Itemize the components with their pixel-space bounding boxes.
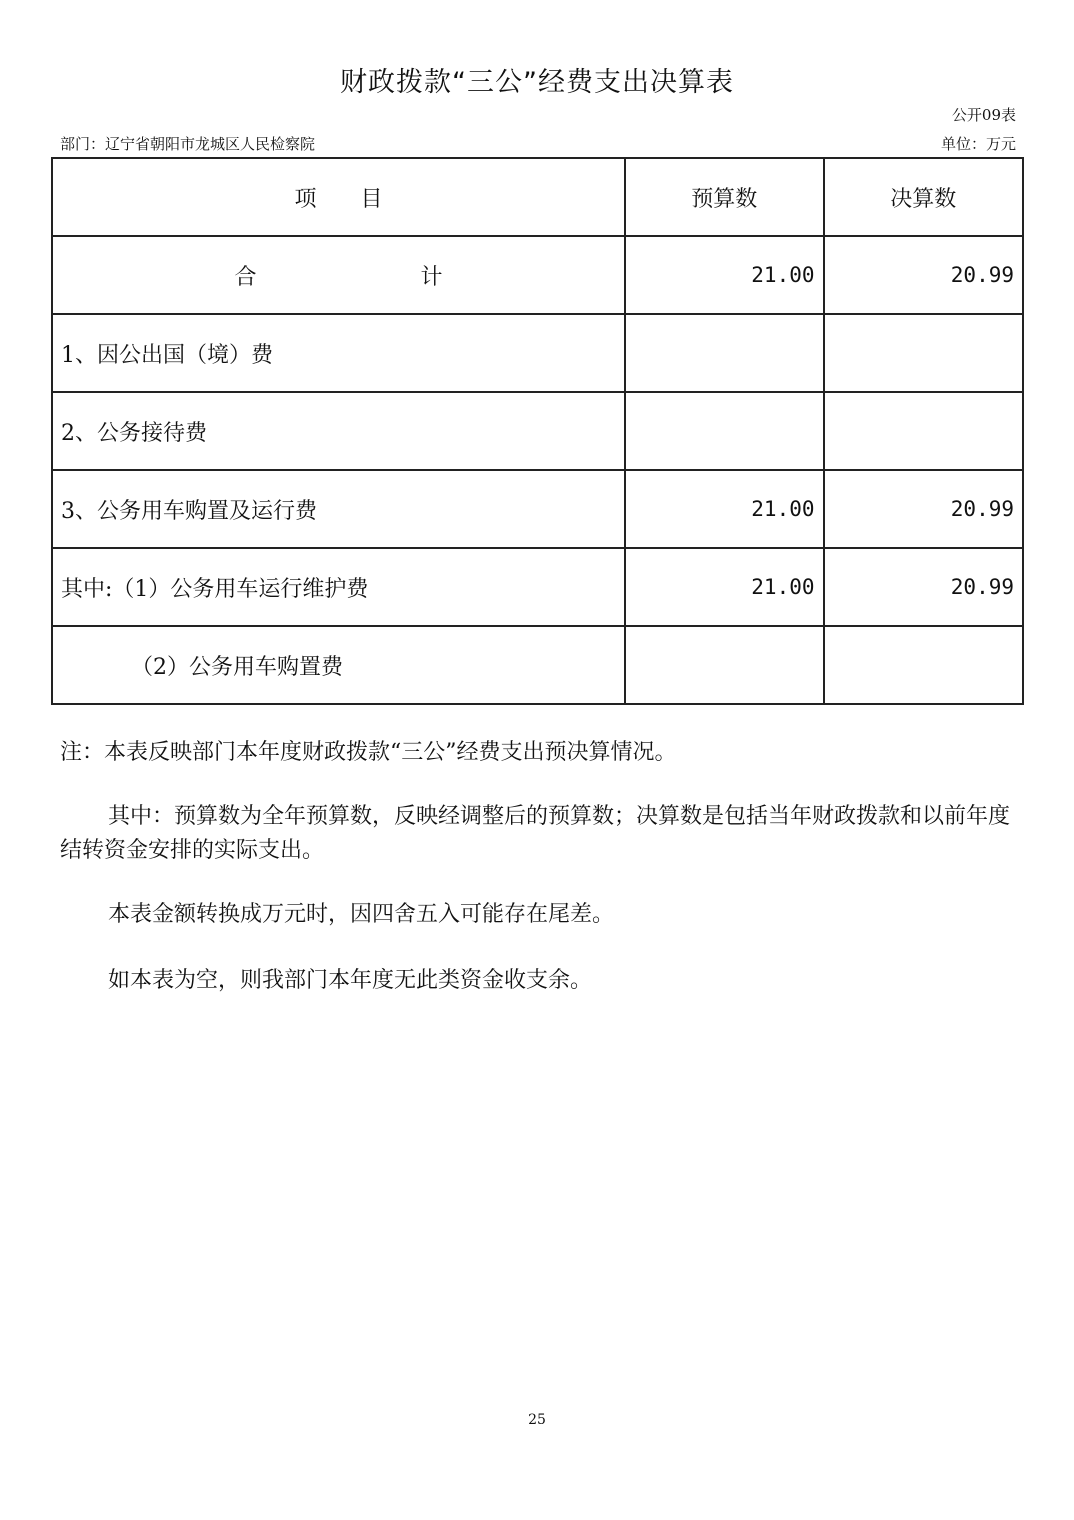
row-budget: 21.00: [625, 236, 824, 314]
row-budget: [625, 626, 824, 704]
row-final: [824, 626, 1024, 704]
row-budget: 21.00: [625, 548, 824, 626]
note-paragraph: 其中：预算数为全年预算数，反映经调整后的预算数；决算数是包括当年财政拨款和以前年度结转资金安排的实际支出。: [60, 804, 1011, 863]
row-label: （2）公务用车购置费: [52, 626, 625, 704]
row-budget: [625, 392, 824, 470]
table-row-total: [52, 236, 1023, 314]
table-row: [52, 392, 1023, 470]
row-budget: 21.00: [625, 470, 824, 548]
row-label: 其中:（1）公务用车运行维护费: [52, 548, 625, 626]
row-final: 20.99: [824, 470, 1024, 548]
row-budget: [625, 314, 824, 392]
note-paragraph: 注：本表反映部门本年度财政拨款“三公”经费支出预决算情况。: [60, 740, 677, 765]
table-code: 公开09表: [951, 106, 1016, 124]
row-label: 合 计: [52, 236, 625, 314]
page-title: 财政拨款“三公”经费支出决算表: [340, 67, 734, 98]
note-paragraph: 本表金额转换成万元时，因四舍五入可能存在尾差。: [108, 902, 615, 927]
table-row: [52, 548, 1023, 626]
row-final: 20.99: [824, 236, 1024, 314]
expenditure-table: [51, 157, 1024, 705]
note-paragraph: 如本表为空，则我部门本年度无此类资金收支余。: [108, 968, 593, 993]
table-row: [52, 626, 1023, 704]
table-row: [52, 314, 1023, 392]
header-item: 项 目: [52, 158, 625, 236]
row-label: 2、公务接待费: [52, 392, 625, 470]
row-label: 3、公务用车购置及运行费: [52, 470, 625, 548]
row-final: [824, 314, 1024, 392]
row-final: 20.99: [824, 548, 1024, 626]
table-row: [52, 470, 1023, 548]
unit-label: 单位：万元: [940, 135, 1016, 153]
table-header-row: [52, 158, 1023, 236]
page-number: 25: [528, 1412, 546, 1428]
row-final: [824, 392, 1024, 470]
department-label: 部门：辽宁省朝阳市龙城区人民检察院: [60, 135, 316, 153]
header-final: 决算数: [824, 158, 1024, 236]
header-budget: 预算数: [625, 158, 824, 236]
row-label: 1、因公出国（境）费: [52, 314, 625, 392]
